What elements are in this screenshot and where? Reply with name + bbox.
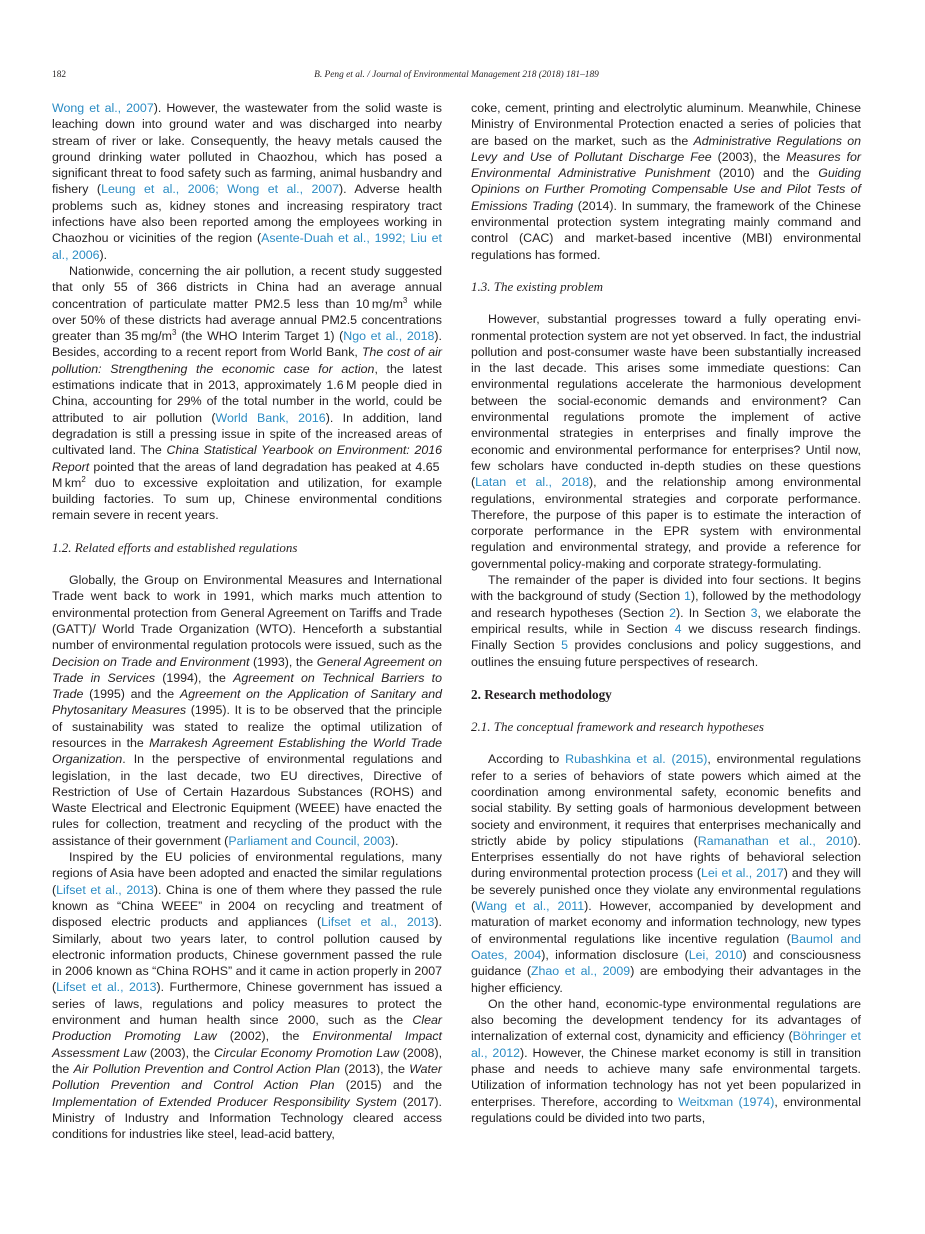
citation-link[interactable]: Asente-Duah et al., 1992; Liu et al., 2006 <box>52 231 442 262</box>
paragraph <box>471 572 861 670</box>
paragraph <box>471 311 861 572</box>
text-run: (1994), the <box>155 670 234 685</box>
text-run: (1995). It is to be observed that the principle of sustainability was stated to realize the optimal utilization of resources in the <box>52 703 442 750</box>
text-run: (1995) and the <box>83 687 180 702</box>
text-run: ). Furthermore, Chinese government has issued a series of laws, regulations and policy measures to protect the environment and human health since 2000, such as the <box>52 980 442 1028</box>
text-run: (2013), the <box>340 1061 410 1076</box>
italic-title: Decision on Trade and Environment <box>52 654 250 669</box>
citation-link[interactable]: Rubashkina et al. (2015) <box>565 752 708 767</box>
text-run: (2010) and the <box>710 166 819 181</box>
italic-title: Air Pollution Prevention and Control Action Plan <box>73 1061 341 1076</box>
italic-title: The cost of air pollution: Strengthening the economic case for action <box>52 345 442 376</box>
citation-link[interactable]: Baumol and Oates, 2004 <box>471 931 861 962</box>
citation-link[interactable]: Lifset et al., 2013 <box>56 980 157 995</box>
citation-link[interactable]: 3 <box>750 605 758 620</box>
text-run: (2014). In summary, the framework of the Chinese environmental protection system integrating mainly command and control (CAC) and market-based incentive (MBI) environmental regulations has formed. <box>471 198 861 262</box>
citation-link[interactable]: Parliament and Council, 2003 <box>228 833 391 848</box>
superscript: 3 <box>171 328 177 338</box>
text-run: ). In Section <box>676 605 751 620</box>
paragraph <box>52 263 442 524</box>
text-run: ). Besides, according to a recent report from World Bank, <box>52 329 442 360</box>
text-run: , environmental regulations refer to a series of behaviors of state powers which aimed at the coordination among environmental safety, economic benefits and social stability. By setting goals of harmonious development between society and environment, it requires that enterprises mechanically and strictly abide by policy stipulations ( <box>471 752 861 848</box>
text-run: , environmental regulations could be divided into two parts, <box>471 1094 861 1125</box>
subsection-heading: 1.3. The existing problem <box>471 278 604 294</box>
paragraph <box>471 996 861 1126</box>
text-run: Globally, the Group on Environmental Measures and International Trade went back to work in 1991, which marks much attention to environmental protection from General Agreement on Tariffs and Trade (GATT)/ World Trade Organization (WTO). Henceforth a substantial number of environmental regulation protocols were issued, such as the <box>52 573 442 653</box>
paragraph <box>52 849 442 1142</box>
text-run: ), and the relationship among environmental regulations, environmental strategies and corporate performance. Therefore, the purpose of this paper is to estimate the interaction of corporate performance in the EPR system with environmental regulation and environmental strategy, and provide a reference for governmental policy-making and corporate strategy-formulating. <box>471 475 861 571</box>
text-run: . In the perspective of environmental regulations and legislation, in the last decade, two EU directives, Directive of Restriction of Use of Certain Hazardous Substances (ROHS) and Waste Electrical and Electronic Equipment (WEEE) have enacted the rules for collection, treatment and recycling of the product with the assistance of their government ( <box>52 752 442 848</box>
text-run: ). However, accompanied by development and maturation of market economy and information technology, new types of environmental regulations like incentive regulation ( <box>471 899 861 946</box>
text-run: ) and consciousness guidance ( <box>471 947 861 979</box>
citation-link[interactable]: 4 <box>674 621 682 636</box>
text-run: ). <box>390 833 399 848</box>
italic-title: Guiding Opinions on Further Promoting Compensable Use and Pilot Tests of Emissions Trading <box>471 166 861 213</box>
subsection-heading: 2.1. The conceptual framework and research hypotheses <box>471 719 764 735</box>
text-run: ). China is one of them where they passed the rule known as “China WEEE” in 2004 on recycling and treatment of disposed electric products and appliances ( <box>52 882 442 930</box>
text-run: ) and they will be severely punished once they violate any environmental regulations ( <box>471 866 861 914</box>
text-run: Nationwide, concerning the air pollution, a recent study suggested that only 55 of 366 districts in China had an average annual concentration of particulate matter PM2.5 less than 10 mg/m <box>52 263 442 311</box>
text-run: Inspired by the EU policies of environmental regulations, many regions of Asia have been adopted and enacted the similar regulations ( <box>52 850 442 897</box>
citation-link[interactable]: Lifset et al., 2013 <box>321 915 435 930</box>
citation-link[interactable]: Wang et al., 2011 <box>475 899 585 914</box>
text-run: (2002), the <box>216 1029 313 1044</box>
citation-link[interactable]: 1 <box>684 589 691 604</box>
italic-title: Administrative Regulations on Levy and Use of Pollutant Discharge Fee <box>471 133 861 164</box>
text-run: ). <box>99 247 108 262</box>
italic-title: Environmental Impact Assessment Law <box>52 1029 442 1060</box>
text-run: On the other hand, economic-type environmental regulations are also becoming the development tendency for its advantages of internalization of external cost, dynamicity and efficiency ( <box>471 996 861 1044</box>
citation-link[interactable]: 5 <box>561 638 568 653</box>
paragraph <box>471 751 861 995</box>
text-run: ) are embodying their advantages in the higher efficiency. <box>471 964 861 995</box>
text-run: ). However, the wastewater from the solid waste is leaching down into ground water and was discharged into nearby stream of river or lake. Consequently, the heavy metals caused the ground drinking water polluted in Chaozhou, which has posed a significant threat to food safety such as farming, animal husbandry and fishery ( <box>52 101 442 197</box>
section-heading: 2. Research methodology <box>471 686 612 702</box>
text-run: The remainder of the paper is divided into four sections. It begins with the background of study (Section <box>471 573 861 604</box>
citation-link[interactable]: Zhao et al., 2009 <box>530 964 631 979</box>
italic-title: Circular Economy Promotion Law <box>213 1045 399 1060</box>
italic-title: Marrakesh Agreement Establishing the World Trade Organization <box>52 735 443 767</box>
citation-link[interactable]: Wong et al., 2007 <box>52 101 154 115</box>
text-run: According to <box>488 752 566 767</box>
italic-title: China Statistical Yearbook on Environment: 2016 Report <box>52 443 443 474</box>
italic-title: Implementation of Extended Producer Responsibility System <box>52 1094 397 1109</box>
citation-link[interactable]: Leung et al., 2006; Wong et al., 2007 <box>101 182 340 197</box>
text-run: ). In addition, land degradation is still a pressing issue in spite of the increased areas of cultivated land. The <box>52 410 442 458</box>
citation-link[interactable]: Ramanathan et al., 2010 <box>697 833 854 848</box>
text-run: duo to excessive exploitation and utilization, for example building factories. To sum up, Chinese environmental conditions remain severe in recent years. <box>52 475 442 523</box>
page-number: 182 <box>52 70 67 80</box>
text-run: (2015) and the <box>334 1078 442 1093</box>
italic-title: Water Pollution Prevention and Control Action Plan <box>52 1061 443 1093</box>
text-run: However, substantial progresses toward a fully operating environmental protection system are not yet observed. In fact, the industrial pollution and post-consumer waste have been substantially increased in the last decade. This arises some immediate questions: Can environmental regulations accelerate the harmonious development between the social-economic demands and environment? Can environmental regulations promote the implement of active environmental strategies in enterprises and finally improve the economic and environmental performance for enterprises? Until now, few scholars have conducted in-depth studies on these questions ( <box>471 312 861 490</box>
running-title: B. Peng et al. / Journal of Environmental Management 218 (2018) 181–189 <box>314 70 599 80</box>
italic-title: Agreement on the Application of Sanitary and Phytosanitary Measures <box>52 687 442 718</box>
italic-title: Measures for Environmental Administrative Punishment <box>471 149 861 181</box>
citation-link[interactable]: Latan et al., 2018 <box>475 475 590 490</box>
text-run: ). Enterprises essentially do not have rights of behavioral selection during environmental protection process ( <box>471 833 861 881</box>
text-run: (2003), the <box>711 149 787 164</box>
paragraph <box>471 100 861 263</box>
citation-link[interactable]: Weitxman (1974) <box>678 1094 775 1109</box>
citation-link[interactable]: 2 <box>669 605 677 620</box>
text-run: (2008), the <box>52 1045 443 1076</box>
text-run: pointed that the areas of land degradation has peaked at 4.65 M km <box>52 459 442 490</box>
subsection-heading: 1.2. Related efforts and established regulations <box>52 539 298 555</box>
citation-link[interactable]: World Bank, 2016 <box>215 410 326 425</box>
superscript: 3 <box>402 295 408 305</box>
italic-title: Agreement on Technical Barriers to Trade <box>52 670 442 702</box>
left-column <box>52 100 442 1142</box>
text-run: ). Adverse health problems such as, kidney stones and increasing respiratory tract infections have also been reported among the employees working in Chaozhou or vicinities of the region ( <box>52 182 442 246</box>
text-run: provides conclusions and policy suggestions, and outlines the ensuing future perspectives of research. <box>471 638 861 669</box>
text-run: (1993), the <box>249 654 317 669</box>
text-run: we discuss research findings. Finally Section <box>471 621 861 653</box>
paragraph <box>52 100 442 263</box>
citation-link[interactable]: Lei, 2010 <box>688 947 743 962</box>
text-run: , we elaborate the empirical results, while in Section <box>471 605 861 636</box>
page-header <box>52 70 861 86</box>
text-run: (2017). Ministry of Industry and Information Technology cleared access conditions for industries like steel, lead-acid battery, <box>52 1094 443 1142</box>
paragraph <box>52 572 442 849</box>
italic-title: Clear Production Promoting Law <box>52 1013 442 1044</box>
citation-link[interactable]: Lei et al., 2017 <box>700 866 784 881</box>
text-run: ). Similarly, about two years later, to control pollution caused by electronic information products, Chinese government passed the rule in 2006 known as “China ROHS” and it came in action properly in 2007 ( <box>52 915 442 995</box>
citation-link[interactable]: Lifset et al., 2013 <box>56 882 154 897</box>
text-run: coke, cement, printing and electrolytic aluminum. Meanwhile, Chinese Ministry of Environmental Protection enacted a series of policies that are based on the market, such as the <box>471 101 861 148</box>
text-run: ), information disclosure ( <box>541 947 689 962</box>
text-run: while over 50% of these districts had average annual PM2.5 concentrations greater than 35 mg/m <box>52 296 442 344</box>
citation-link[interactable]: Böhringer et al., 2012 <box>471 1029 861 1060</box>
text-run: (2003), the <box>146 1045 214 1060</box>
text-run: , the latest estimations indicate that in 2013, approximately 1.6 M people died in China, accounting for 29% of the total number in the world, could be attributed to air pollution ( <box>52 361 442 425</box>
text-run: (the WHO Interim Target 1) ( <box>176 329 344 344</box>
citation-link[interactable]: Ngo et al., 2018 <box>343 329 435 344</box>
superscript: 2 <box>81 474 86 484</box>
text-run: ), followed by the methodology and research hypotheses (Section <box>471 589 861 620</box>
right-column <box>471 100 861 1126</box>
text-run: ). However, the Chinese market economy is still in transition phase and needs to achieve many safe environmental targets. Utilization of information technology has not yet been popularized in enterprises. Therefore, according to <box>471 1045 862 1109</box>
italic-title: General Agreement on Trade in Services <box>52 654 443 685</box>
